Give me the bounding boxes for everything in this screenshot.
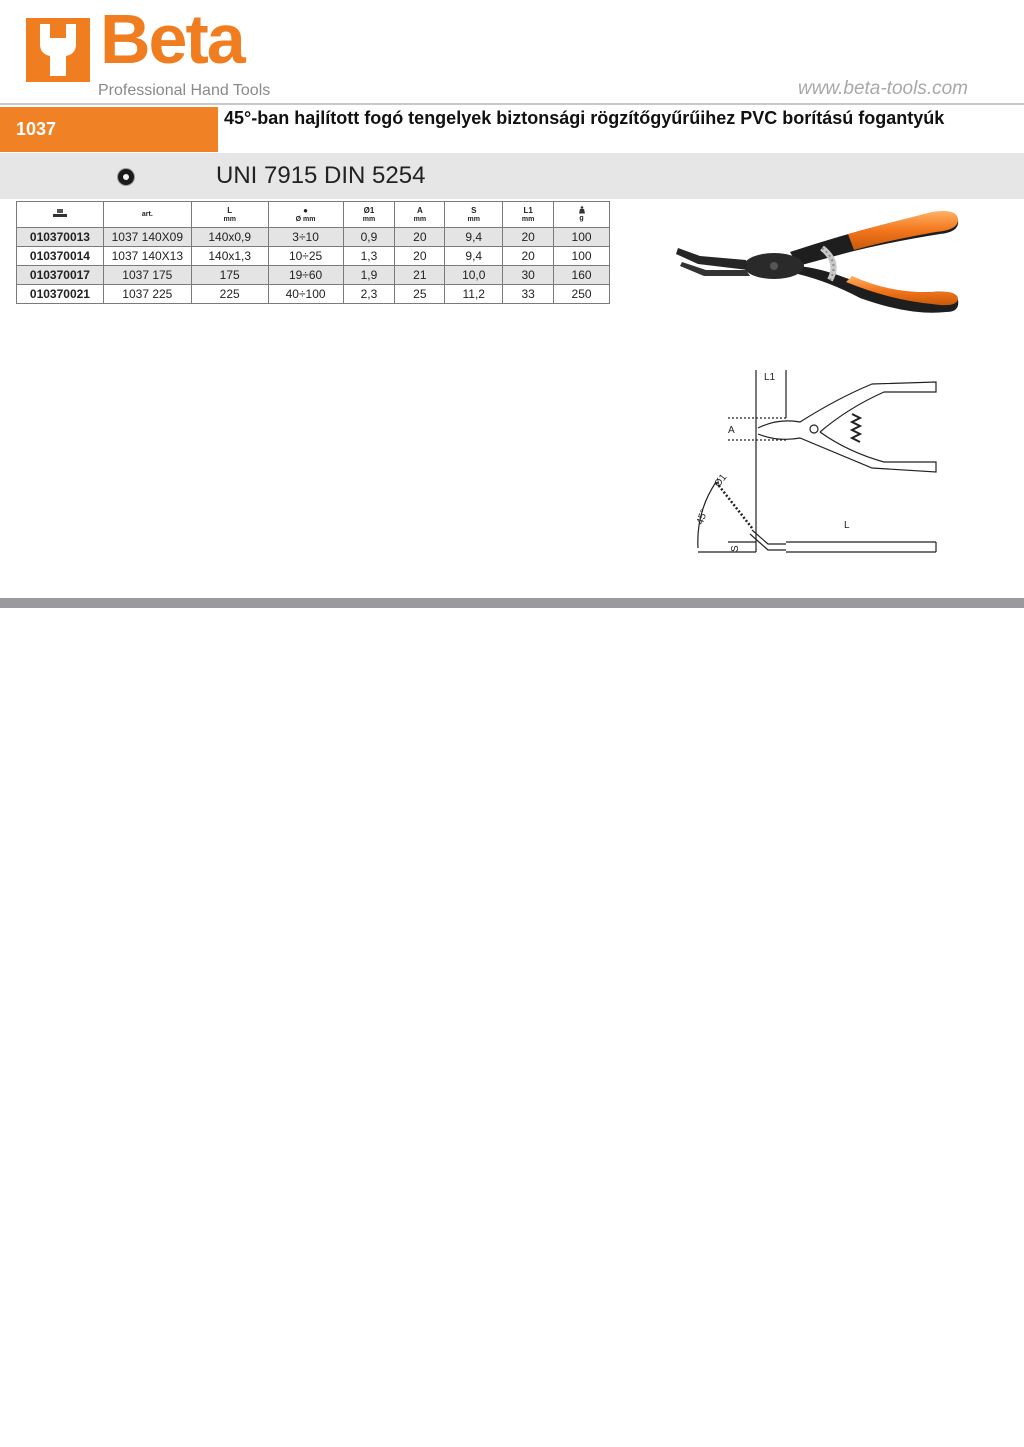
label-s: S [730,545,741,552]
cell-l1: 20 [503,247,554,266]
cell-s: 11,2 [445,285,503,304]
label-l: L [844,520,850,531]
spec-table [16,201,610,304]
beta-wrench-logo-icon [26,18,90,82]
cell-l: 175 [191,266,268,285]
cell-art: 1037 225 [103,285,191,304]
product-code-badge [0,107,218,152]
technical-drawing [688,362,950,562]
cell-art: 1037 140X09 [103,228,191,247]
cell-diameter: 19÷60 [268,266,343,285]
col-header-s: S mm [445,202,503,228]
col-header-art: art. [103,202,191,228]
cell-phi1: 1,9 [343,266,395,285]
label-a: A [728,425,735,436]
cell-weight: 100 [554,228,610,247]
table-row [17,228,610,247]
cell-diameter: 10÷25 [268,247,343,266]
cell-a: 25 [395,285,445,304]
cell-code: 010370017 [17,266,104,285]
label-l1: L1 [764,372,776,383]
standards-band [0,153,1024,199]
standards-text: UNI 7915 DIN 5254 [216,162,426,189]
cell-s: 9,4 [445,247,503,266]
cell-l: 140x1,3 [191,247,268,266]
cell-l1: 20 [503,228,554,247]
col-header-a: A mm [395,202,445,228]
product-code: 1037 [16,119,57,139]
col-header-phi1: Ø1 mm [343,202,395,228]
table-row [17,285,610,304]
cell-l: 140x0,9 [191,228,268,247]
cell-art: 1037 175 [103,266,191,285]
cell-phi1: 1,3 [343,247,395,266]
cell-diameter: 3÷10 [268,228,343,247]
cell-s: 9,4 [445,228,503,247]
brand-name: Beta [100,0,244,78]
col-header-code [17,202,104,228]
cell-code: 010370014 [17,247,104,266]
table-row [17,247,610,266]
cell-l: 225 [191,285,268,304]
col-header-l: L mm [191,202,268,228]
circlip-ring-icon [118,169,134,185]
website-url[interactable]: www.beta-tools.com [797,78,968,99]
table-header-row [17,202,610,228]
brand-logo [24,0,294,102]
cell-art: 1037 140X13 [103,247,191,266]
table-row [17,266,610,285]
cell-code: 010370021 [17,285,104,304]
cell-weight: 250 [554,285,610,304]
brand-tagline: Professional Hand Tools [98,82,271,99]
cell-s: 10,0 [445,266,503,285]
product-title: 45°-ban hajlított fogó tengelyek biztonsági rögzítőgyűrűihez PVC borítású fogantyúk [224,108,945,128]
cell-code: 010370013 [17,228,104,247]
weight-icon [578,206,586,214]
header-divider [0,103,1024,105]
col-header-diameter: ● Ø mm [268,202,343,228]
cell-a: 20 [395,228,445,247]
label-angle: 45° [694,508,711,527]
cell-a: 20 [395,247,445,266]
product-photo [670,204,970,334]
cell-weight: 160 [554,266,610,285]
footer-divider-bar [0,598,1024,608]
barcode-icon [53,209,67,217]
cell-a: 21 [395,266,445,285]
cell-l1: 33 [503,285,554,304]
cell-diameter: 40÷100 [268,285,343,304]
cell-phi1: 0,9 [343,228,395,247]
col-header-weight: g [554,202,610,228]
cell-weight: 100 [554,247,610,266]
col-header-l1: L1 mm [503,202,554,228]
label-phi1: Ø1 [712,472,730,490]
cell-l1: 30 [503,266,554,285]
cell-phi1: 2,3 [343,285,395,304]
